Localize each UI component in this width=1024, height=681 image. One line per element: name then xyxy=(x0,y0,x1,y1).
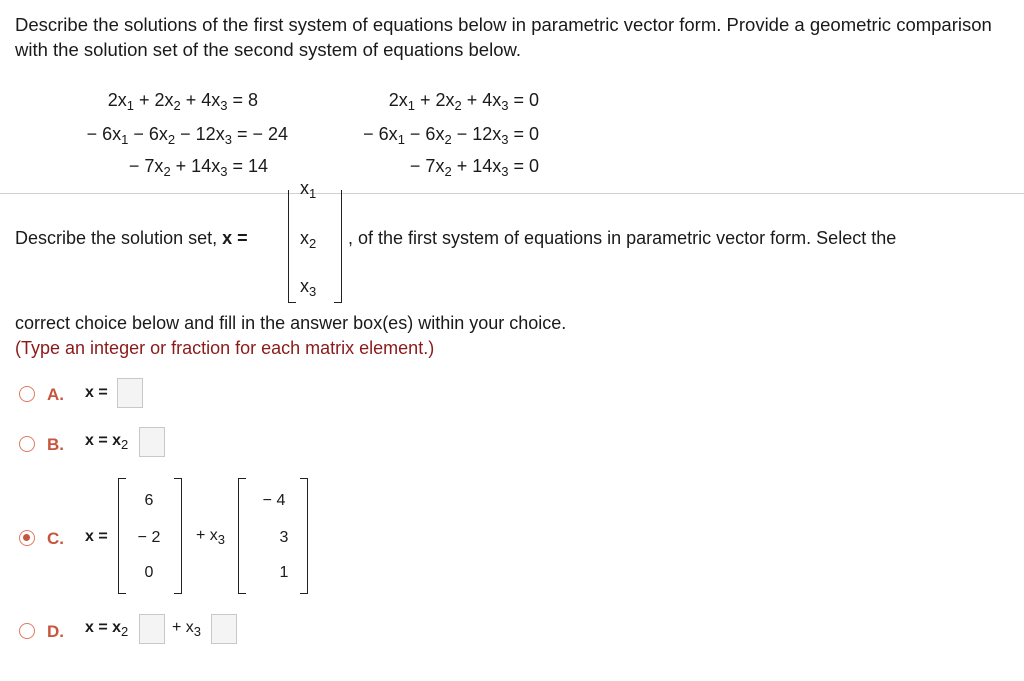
system2-eq-1: $2x_1 + 2x_2 + 4x_3 = 0$ xyxy=(388,90,539,113)
vector-2-entry-3[interactable]: 1 xyxy=(279,564,289,581)
vector-x2: $x_2$ xyxy=(300,228,317,251)
vector-x-right-bracket xyxy=(334,190,342,303)
vector-2-right-bracket xyxy=(300,478,308,594)
instruction-tail: , of the first system of equations in parametric vector form. Select the xyxy=(348,228,897,248)
choice-a-radio[interactable] xyxy=(19,386,35,402)
choice-c-plus-x3: + $x_3$ xyxy=(196,527,226,547)
system2-eq-3: − $7x_2 + 14x_3 = 0$ xyxy=(409,156,539,179)
choice-b-letter: B. xyxy=(47,435,64,454)
system1-eq-3: − $7x_2 + 14x_3 = 14$ xyxy=(128,156,268,179)
vector-x3: $x_3$ xyxy=(300,276,317,299)
system1-eq-1: $2x_1 + 2x_2 + 4x_3 = 8$ xyxy=(107,90,258,113)
instruction-lead: Describe the solution set, x = xyxy=(15,228,248,248)
vector-1-left-bracket xyxy=(118,478,126,594)
choice-d-plus-x3: + $x_3$ xyxy=(172,619,202,639)
vector-x1: $x_1$ xyxy=(300,178,317,201)
choice-b-radio[interactable] xyxy=(19,436,35,452)
choice-b-answer-box[interactable] xyxy=(139,427,165,457)
section-divider xyxy=(0,193,1024,194)
choice-d-answer-box-2[interactable] xyxy=(211,614,237,644)
system1-eq-2: − $6x_1 - 6x_2 - 12x_3$ = − 24 xyxy=(86,124,288,147)
vector-1-right-bracket xyxy=(174,478,182,594)
choice-d-radio[interactable] xyxy=(19,623,35,639)
choice-a-label: x = xyxy=(85,384,108,401)
choice-c-letter: C. xyxy=(47,529,64,548)
choice-d-label: $x = x_2$ xyxy=(85,619,129,639)
choice-d-answer-box-1[interactable] xyxy=(139,614,165,644)
system2-eq-2: − $6x_1 - 6x_2 - 12x_3 = 0$ xyxy=(363,124,539,147)
vector-1-entry-2[interactable]: − 2 xyxy=(137,529,161,546)
instruction-line-2: correct choice below and fill in the answer box(es) within your choice. xyxy=(15,313,567,333)
instruction-hint: (Type an integer or fraction for each matrix element.) xyxy=(15,338,435,358)
vector-2-entry-1[interactable]: − 4 xyxy=(262,492,286,509)
choice-c-radio-selected[interactable] xyxy=(19,530,35,546)
choice-a-letter: A. xyxy=(47,385,64,404)
choice-b-label: $x = x_2$ xyxy=(85,432,129,452)
choice-c-label: x = xyxy=(85,528,108,545)
vector-1-entry-1[interactable]: 6 xyxy=(144,492,154,509)
question-prompt: Describe the solutions of the first system of equations below in parametric vector form. Provide a geometric comparison with the solution set of the second system of equations below. xyxy=(15,14,992,60)
vector-1-entry-3[interactable]: 0 xyxy=(144,564,154,581)
vector-2-entry-2[interactable]: 3 xyxy=(279,529,289,546)
vector-x-left-bracket xyxy=(288,190,296,303)
choice-a-answer-box[interactable] xyxy=(117,378,143,408)
choice-d-letter: D. xyxy=(47,622,64,641)
vector-2-left-bracket xyxy=(238,478,246,594)
